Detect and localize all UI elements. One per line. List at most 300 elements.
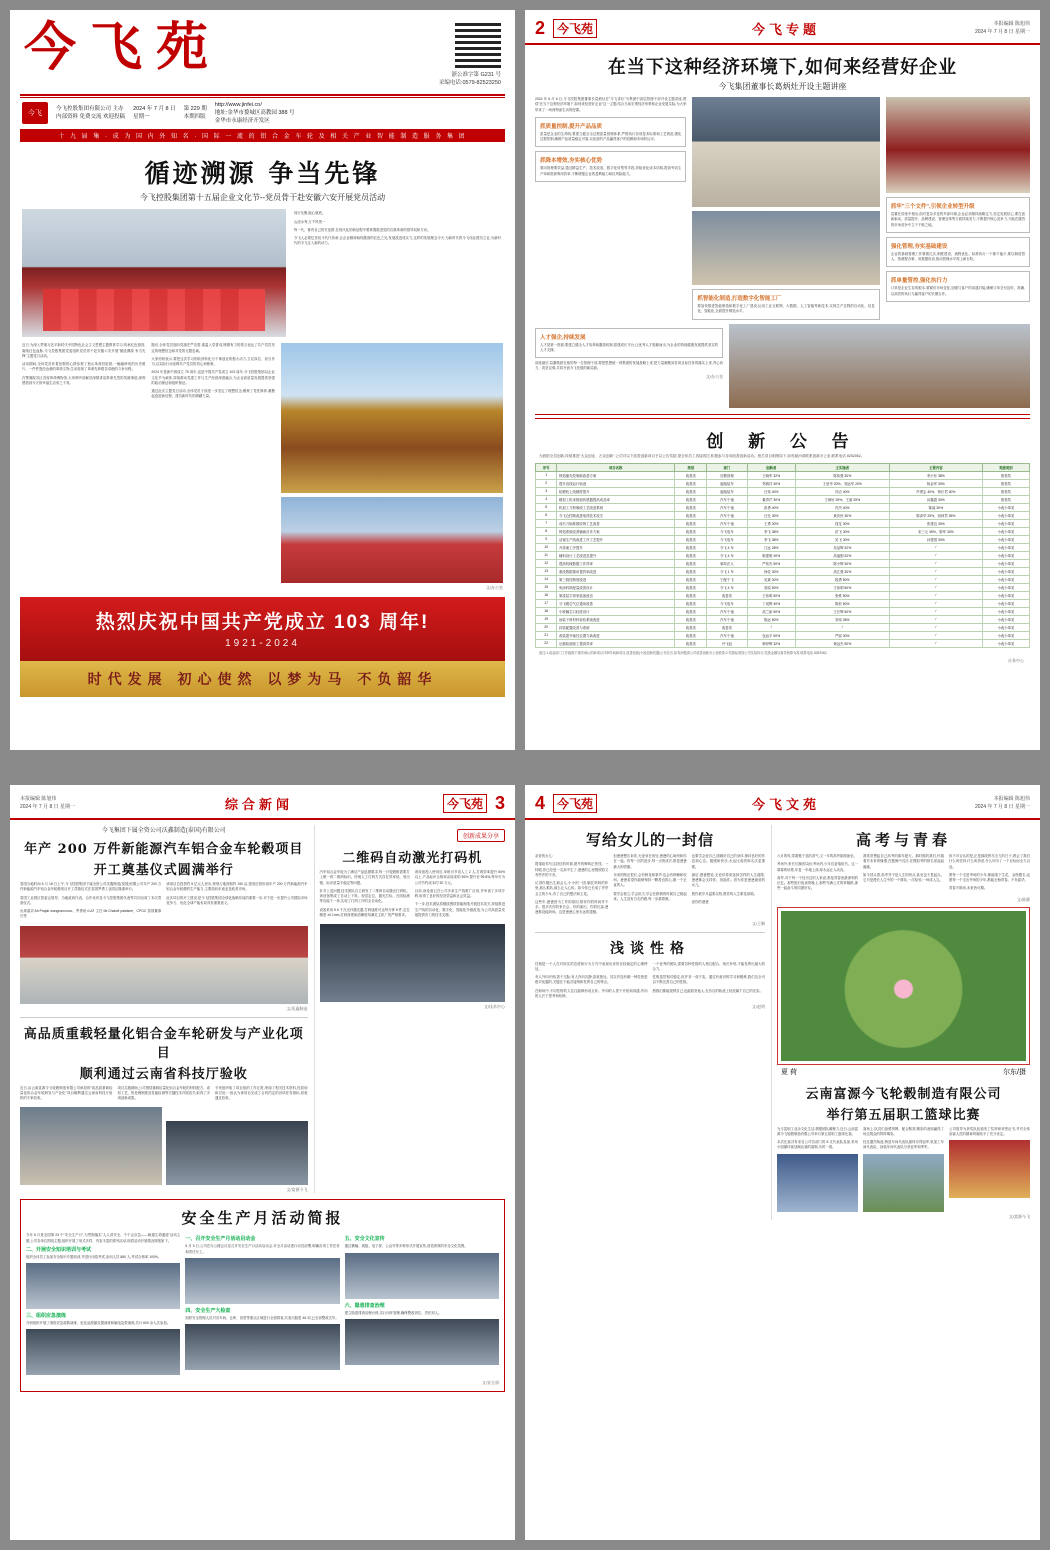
table-cell: 4 [536, 495, 557, 503]
table-cell: / [747, 623, 795, 631]
table-cell: 闷鑫超 30% [889, 495, 983, 503]
body-paragraph: 近日,为深入贯彻习近平新时代中国特色社会主义思想主题教育学习,传承红色基因,赓续红色血脉,今飞控股集团党委组织党员骨干赴安徽六安开展"循迹溯源 争当先锋"主题党日活动。 [22, 343, 146, 358]
photo-lecture-stage [692, 97, 879, 207]
table-cell: / [889, 623, 983, 631]
table-cell: 陈伟强 30% [795, 471, 889, 479]
body-paragraph: 大家纷纷表示,要把这次学习的收获转化为干事创业的强大动力,立足岗位、担当作为,以实际行动诠释共产党员的初心和使命。 [151, 356, 275, 367]
table-cell: 提升直线运行轨迹 [557, 479, 675, 487]
body-paragraph: 通过此次主题党日活动,全体党员干部进一步坚定了理想信念,锤炼了党性修养,凝聚起奋进新征程、建功新时代的磅礴力量。 [151, 389, 275, 399]
section-title: 强化管理,夯实基础建设 [890, 243, 948, 250]
body-paragraph: 考场外,家长们翘首以盼;考场内,少年们奋笔疾书。这一幕幕的场景,年复一年地上演,却永远让人动容。 [777, 862, 858, 872]
page4-date: 2024 年 7 月 8 日 星期一 [974, 803, 1030, 810]
table-cell: 宋三元 35%、陈军 30% [889, 527, 983, 535]
table-cell: 9 [536, 535, 557, 543]
safety-item-body: 6 月 3 日,公司在办公楼会议室召开安全生产月活动启动会,对全月活动进行动员部署,明确各项工作任务和责任分工。 [185, 1244, 340, 1254]
table-cell: 陈建明 40% [747, 551, 795, 559]
issue-date: 2024 年 7 月 8 日 [133, 105, 176, 112]
table-row [536, 639, 1029, 647]
table-cell: / [795, 623, 889, 631]
table-cell: 改善类 [675, 583, 707, 591]
table-row [536, 567, 1029, 575]
page2-mid-grid [525, 324, 1040, 408]
body-paragraph: 汽车铝合金车轮为了满足产品追溯要求,每一只轮毂都需要打上唯一的二维码标识。传统人工打码方式存在效率低、易出错、标识质量不稳定等问题。 [319, 870, 410, 885]
table-cell: 杨金军 30% [889, 479, 983, 487]
body-paragraph: 设备采用 5.5 千瓦光纤激光器,打码速度可达每分钟 8 件,定位精度 ±0.1mm,打码深度和清晰度均满足主机厂的严格要求。 [319, 907, 410, 917]
table-cell: 后勤管理 [707, 471, 747, 479]
page3-left-column [20, 825, 308, 1193]
personality-title: 浅谈性格 [610, 940, 690, 957]
photo-basketball-game [777, 1154, 858, 1212]
table-cell: 冯洁 40% [795, 487, 889, 495]
table-cell: 许勇志 40%、杨长君 30% [889, 487, 983, 495]
section-title: 抓智能化制造,打造数字化智能工厂 [697, 296, 782, 302]
table-cell: 13 [536, 567, 557, 575]
anniversary-line-2: 1921-2024 [225, 638, 300, 650]
table-cell: 改善类 [675, 479, 707, 487]
body-paragraph: 愿每一个走进考场的少年,都能笔下生花、金榜题名;也愿每一个走出考场的少年,都能无悔青春、不负韶华。 [949, 872, 1030, 883]
page4-meta [975, 796, 1030, 811]
table-cell: 压缩检测加工提高效率 [557, 639, 675, 647]
table-row [536, 471, 1029, 479]
table-cell: / [889, 591, 983, 599]
table-cell: 7 [536, 519, 557, 527]
table-cell: 郑海洋 30% [747, 479, 795, 487]
page3-header [10, 785, 515, 820]
table-cell: 改善类 [675, 519, 707, 527]
body-paragraph: 也要学会爱自己,照顾好自己的身体,保持良好的作息和心态。健康和快乐,永远比成绩和名次更重要。 [691, 854, 765, 869]
share-tag: 创新成果分享 [457, 829, 505, 842]
article2-credit: 文/富源今飞 [286, 1187, 308, 1193]
table-cell: 江远 28% [747, 543, 795, 551]
photo-safety-publicity [345, 1253, 499, 1299]
page3-section-title: 综合新闻 [224, 797, 293, 812]
table-cell: 汽车个速 [707, 511, 747, 519]
website-link[interactable]: http://www.jinfei.cn/ [214, 101, 262, 108]
table-cell: 汽车个速 [707, 503, 747, 511]
anniversary-banner [20, 597, 505, 661]
table-cell: 黄庆民 30% [795, 511, 889, 519]
letter-signoff: 爱你的爸爸 [691, 899, 709, 904]
basketball-title-line2: 举行第五届职工篮球比赛 [826, 1107, 981, 1123]
page1-subhead: 今飞控股集团第十五届企业文化节--党员骨干赴安徽六安开展党员活动 [139, 193, 386, 203]
table-row [536, 631, 1029, 639]
col-project: 项目名称 [557, 463, 675, 471]
table-cell: 高兰新 50% [747, 607, 795, 615]
safety-col-3 [345, 1233, 499, 1378]
table-cell: 11 [536, 551, 557, 559]
table-cell: 8 [536, 527, 557, 535]
section-title: 抓降本增效,夯实核心优势 [540, 158, 603, 165]
innovation-notice-sub: 为鼓励全员创新,持续推进"大众创业、万众创新",公司对以下改善创新项目予以公告奖励,望全体员工再接再厉,积极参与各项改善创新活动。相关项目明细如下,如有疑问请联系创新办公室,联系电话 8252062。 [539, 453, 865, 458]
dept: 内部资料 免费交流 欢迎投稿 [56, 113, 126, 120]
table-cell: 轮毂机上线精度提升 [557, 487, 675, 495]
table-cell: 汽车个速 [707, 607, 747, 615]
safety-item-title: 六、隐患排查治理 [344, 1302, 385, 1309]
section-title: 抓质量控制,提升产品品质 [540, 123, 603, 130]
table-cell: 小改小革类 [983, 527, 1030, 535]
table-cell: 王勇 30% [747, 519, 795, 527]
table-cell: 16 [536, 591, 557, 599]
table-cell: 前后刀轴系数收纳工艺改善 [557, 519, 675, 527]
table-cell: 今飞电车 [707, 527, 747, 535]
table-row [536, 615, 1029, 623]
page3-right-column [314, 825, 505, 1193]
safety-item-title: 四、安全生产大检查 [185, 1307, 231, 1314]
table-cell: 小改小革类 [983, 567, 1030, 575]
masthead-sponsor-block [56, 105, 125, 122]
table-cell: 旋踏装车 [707, 487, 747, 495]
col-award: 奖励类别 [983, 463, 1030, 471]
page2-section-0 [886, 197, 1030, 233]
table-cell: 刘伟 35% [795, 615, 889, 623]
table-cell: 14 [536, 575, 557, 583]
table-row [536, 495, 1029, 503]
body-paragraph: 活动期间,全体党员怀着崇敬的心情参观了独山革命旧址群,一幅幅珍贵的历史照片、一件件饱经沧桑的革命文物,生动再现了革命先辈艰苦卓绝的斗争历程。 [22, 362, 146, 372]
safety-report-box [20, 1199, 505, 1392]
table-cell: 包远平 50% [747, 631, 795, 639]
table-cell: 辅料设计工艺改进及提升 [557, 551, 675, 559]
body-paragraph: 有人外向开朗,善于交际;有人内向沉静,喜欢独处。其实并没有哪一种性格是绝对优越的,关键在于能否接纳和发挥自己的特点。 [535, 975, 648, 985]
body-paragraph: 愿我们都能悦纳自己,也能欣赏他人,在各自的轨道上绽放属于自己的光彩。 [652, 988, 763, 993]
table-cell: 小轿辅芯口轻度设计 [557, 607, 675, 615]
body-paragraph: 要学会独立,学会担当,学会在跌倒的时候自己爬起来。人生没有白走的路,每一步都算数。 [613, 891, 687, 901]
table-cell: 旋踏装车 [707, 479, 747, 487]
table-cell: 陈福 30% [889, 503, 983, 511]
table-cell: / [889, 583, 983, 591]
table-cell: 推荐奖 [983, 487, 1030, 495]
table-cell: 改善类 [675, 535, 707, 543]
table-cell: 吴飞 30% [795, 535, 889, 543]
table-cell: 6 [536, 511, 557, 519]
safety-item-body: 建立隐患排查治理台账,实行闭环管理,确保整改到位、责任到人。 [344, 1310, 442, 1315]
body-paragraph: 提笔给你写这封信的时候,窗外的蝉鸣正热烈。一转眼,你已经是一名高中生了,爸爸的心里既欣慰又有些许的不舍。 [535, 862, 609, 877]
table-cell: 李飞 38% [747, 535, 795, 543]
page4-left-divider [535, 932, 765, 933]
safety-item-title: 五、安全文化宣传 [344, 1236, 385, 1243]
body-paragraph: 最后,爸爸想说,无论你将来选择怎样的人生道路,爸爸都会支持你、祝福你。因为你是爸爸最爱的女儿。 [691, 872, 765, 888]
body-paragraph: 下一步,技术团队将继续围绕智能制造开展技术攻关,持续推进生产线的自动化、数字化、智能化升级改造,为公司高质量发展提供有力的技术支撑。 [414, 902, 506, 917]
table-cell: 15 [536, 583, 557, 591]
innovation-table [535, 463, 1029, 648]
page1-headline: 循迹溯源 争当先锋 [144, 159, 381, 189]
photo-award-team [949, 1140, 1030, 1198]
table-cell: 封装配置改善与系统 [557, 623, 675, 631]
table-row [536, 543, 1029, 551]
page2-divider [535, 414, 1030, 419]
table-cell: 陈远 50% [747, 615, 795, 623]
masthead-title: 今飞苑 [24, 17, 223, 78]
table-cell: 今飞 4 车 [707, 543, 747, 551]
editor-phone: 采编电话:0579-82523250 [438, 80, 501, 87]
table-row [536, 503, 1029, 511]
side-note: 同行友聚,能心就底。 [293, 211, 326, 216]
table-cell: 改善类 [675, 599, 707, 607]
page2-subhead: 今飞集团董事长葛炳灶开设主题讲座 [718, 82, 847, 91]
body-paragraph: 未来的路还很长,会有鲜花和掌声,也会有荆棘和坎坷。爸爸希望你能够保持一颗善良的心,做一个正直的人。 [613, 872, 687, 888]
table-row [536, 607, 1029, 615]
table-cell: 小改小革类 [983, 639, 1030, 647]
table-cell: 1 [536, 471, 557, 479]
masthead-site-block [215, 101, 503, 126]
page1-body [10, 142, 515, 591]
photo-audience [692, 211, 879, 285]
table-cell: / [889, 551, 983, 559]
table-cell: 王海轩 25%、王丽 25% [795, 495, 889, 503]
table-cell: 开漆流工序提升 [557, 543, 675, 551]
body-paragraph: 六月的风,带着栀子花的香气,又一年的高考如期而至。 [777, 854, 857, 858]
article2-title-line2: 顺利通过云南省科技厅验收 [79, 1066, 248, 1082]
body-paragraph: 泰国当地时间 6 月 18 日上午,今飞控股集团下属全资公司沃鑫制造(泰国)有限公司年产 200 万件新能源汽车铝合金车轮毂项目开工奠基仪式在泰国罗勇工业园区隆重举行。 [20, 882, 162, 892]
body-paragraph: 一个优秀的团队,需要各种性格的人相互配合、取长补短,才能发挥出最大的合力。 [652, 961, 765, 971]
page2-top-grid [525, 97, 1040, 320]
table-cell: 18 [536, 607, 557, 615]
table-cell: 小改小革类 [983, 551, 1030, 559]
page1-col-3 [281, 343, 503, 591]
page2-header [525, 10, 1040, 45]
table-cell: 严丽 30% [795, 631, 889, 639]
col-type: 类别 [675, 463, 707, 471]
photo-caption-title: 夏 荷 [781, 1068, 797, 1076]
sponsor: 今飞控股集团有限公司 主办 [56, 105, 124, 112]
page-3 [10, 785, 515, 1540]
page2-editor: 本报编辑 陈旭伟 [993, 21, 1030, 27]
table-cell: 今飞 4 车 [707, 583, 747, 591]
table-cell: 汽车个速 [707, 615, 747, 623]
col-main-implementer: 主实施者 [795, 463, 889, 471]
table-cell: 5 [536, 503, 557, 511]
page3-meta [20, 796, 75, 811]
table-row [536, 527, 1029, 535]
page2-section-5 [692, 289, 879, 320]
table-cell: 22 [536, 639, 557, 647]
article1-kicker: 今飞集团下属全资公司沃鑫制造(泰国)有限公司 [101, 828, 226, 834]
anniversary-footer: 时代发展 初心使然 以梦为马 不负韶华 [20, 661, 505, 697]
page3-number: 3 [494, 793, 505, 813]
table-cell: 王伟明 50% [795, 583, 889, 591]
body-paragraph: 目前,该设备已在公司多条生产线推广应用,并申请了多项专利,取得了良好的经济效益和社会效益。 [414, 888, 506, 899]
photo-groundbreaking [20, 926, 308, 1004]
gaokao-credit: 文/陈静 [1016, 896, 1030, 902]
table-cell: 铸造缩壳控制新改善方案 [557, 471, 675, 479]
body-paragraph: 针对上述问题,技术团队自主研发了二维码自动激光打码机。该设备集成了自动上下料、视觉定位、激光打标、在线检测等功能于一体,实现了打码工序的全自动化。 [319, 888, 410, 904]
table-cell: 小改小革类 [983, 535, 1030, 543]
table-cell: 改善类 [675, 607, 707, 615]
photo-safety-board [185, 1258, 339, 1304]
table-cell: 精加工机床数值传感器提高成品率 [557, 495, 675, 503]
body-paragraph: 如今回头看,高考并不是人生的终点,甚至也不是起点。它只是漫长人生中的一个驿站,一次检验,一场成人礼。 [863, 872, 944, 883]
table-cell: 第漆层字到家装备改良 [557, 591, 675, 599]
masthead [10, 10, 515, 88]
body-paragraph: 亲爱的女儿: [535, 854, 553, 858]
table-cell: 今飞 4 车 [707, 551, 747, 559]
safety-grid [26, 1233, 499, 1378]
table-cell: 小改小革类 [983, 559, 1030, 567]
photo-party-hall [22, 209, 286, 337]
photo-lotus [781, 911, 1026, 1061]
table-cell: 今飞电车 [707, 535, 747, 543]
page-2 [525, 10, 1040, 750]
photo-safety-training [26, 1263, 180, 1309]
table-cell: 改善类 [675, 591, 707, 599]
innovation-table-note: 备注:1.成品部门工作稳推不重庆承认的新项目评审时间和项目,改善创新(小改创新机器)公布在后,如有问题请公司改善创新办公室联系;2.奖励标准按公司实际执行,奖励金额以财务核算为准,联系电话 8252062。 [539, 650, 830, 655]
col-innovator: 创新者 [747, 463, 795, 471]
side-note: 山清水秀,万千风景一 [293, 219, 326, 224]
photo-review-meeting [20, 1107, 162, 1185]
table-cell: 小改小革类 [983, 543, 1030, 551]
letter-credit: 文/王琳 [751, 920, 765, 926]
table-cell: 汽车个速 [707, 519, 747, 527]
body-paragraph: 这些年,爸爸因为工作的原因,陪伴你的时间并不多。很多次你的家长会、你的演出、你的比赛,爸爸都没能到场。这是爸爸心里永远的遗憾。 [535, 899, 609, 915]
table-cell: 改善类 [675, 623, 707, 631]
page4-right [771, 825, 1030, 1220]
table-cell: 汪仕 30% [747, 511, 795, 519]
table-cell: 高江强 30% [795, 567, 889, 575]
body-paragraph: 在职场中,不同性格的人往往能够形成互补。外向的人善于开拓和沟通,内向的人长于思考和钻研。 [535, 988, 648, 998]
safety-item-title: 一、召开安全生产月活动启动会 [185, 1236, 256, 1243]
body-paragraph: 青春不散场,未来皆可期。 [949, 886, 988, 891]
section-body: 要向管理要效益,通过精益生产、技术改造、数字化转型等手段,持续优化成本结构,提高劳动生产率和资源利用效率,不断增强企业的盈利能力和抗风险能力。 [540, 166, 682, 176]
table-cell: 小改小革类 [983, 503, 1030, 511]
table-cell: 陈松 50% [795, 599, 889, 607]
table-cell: 小改小革类 [983, 615, 1030, 623]
table-cell: 改善类 [707, 591, 747, 599]
table-cell: 重改数据重用提效率改进 [557, 567, 675, 575]
photo-safety-inspection [185, 1324, 339, 1370]
safety-intro: 今年 6 月是全国第 23 个"安全生产月",为贯彻落实"人人讲安全、个个会应急——畅通生命通道"活动主题,公司各单位围绕主题,组织开展了形式多样、内容丰富的系列活动,现将活动开展情况简报如下。 [26, 1233, 181, 1243]
article1-title-line2: 开工奠基仪式圆满举行 [93, 863, 234, 878]
personality-credit: 文/赵明 [751, 1004, 765, 1010]
body-paragraph: 经过激烈角逐,铸造车间代表队最终夺得冠军,机加工车间代表队、涂装车间代表队分获亚军和季军。 [863, 1140, 944, 1150]
page2-section-6 [535, 328, 723, 359]
page3-divider [20, 1017, 308, 1018]
table-cell: 小改小革类 [983, 607, 1030, 615]
body-paragraph: 项目实施期间,公司围绕重载轻量化铝合金车轮的材料配方、成形工艺、热处理制度及性能检测等关键技术开展攻关,取得了多项创新成果。 [117, 1085, 210, 1101]
table-cell: 丁成辉 40% [747, 599, 795, 607]
table-cell: 李小东 38% [889, 471, 983, 479]
article1-title-line1: 年产 200 万件新能源汽车铝合金车轮毂项目 [24, 842, 304, 857]
table-cell: 段勇 50% [795, 575, 889, 583]
gaokao-title: 高考与青春 [855, 831, 951, 849]
issue-number: 第 229 期 [183, 105, 207, 112]
table-cell: 今飞 1 车 [707, 567, 747, 575]
table-cell: 机加工刀粉修改工艺改进系统 [557, 503, 675, 511]
table-cell: 洪飞 30% [795, 527, 889, 535]
letter-title: 写给女儿的一封信 [585, 831, 714, 849]
body-paragraph: 赛场上,队员们奋勇拼搏、配合默契,精彩的表现赢得了场边观众的阵阵喝彩。 [863, 1126, 944, 1136]
page2-meta [975, 21, 1030, 36]
table-cell: 活塞生产线改进工序工艺提升 [557, 535, 675, 543]
table-cell: 21 [536, 631, 557, 639]
table-cell: 高福刚 32% [795, 551, 889, 559]
table-row [536, 575, 1029, 583]
body-paragraph: 在鄂豫皖苏区首府革命博物馆,大家聆听讲解员深情讲述革命先烈的英雄事迹,深刻感悟到今天的幸福生活来之不易。 [22, 375, 146, 385]
body-paragraph: 该设备投入使用后,单班可节省人工 2 人,打码效率提升 60% 以上,产品标识合格率由原来的 96% 提升至 99.8%,每年可为公司节约成本约 30 万元。 [414, 870, 506, 885]
body-paragraph: 性格是一个人在对现实的态度和行为方式中表现出来的比较稳定的心理特征。 [535, 961, 648, 971]
safety-credit: 文/安全部 [481, 1380, 499, 1386]
table-row [536, 591, 1029, 599]
table-cell: 改善类 [675, 551, 707, 559]
anniversary-line-1: 热烈庆祝中国共产党成立 103 周年! [95, 612, 430, 634]
table-cell: 高原 50% [747, 583, 795, 591]
safety-title: 安全生产月活动简报 [181, 1209, 344, 1228]
table-cell: 宁配个飞 [707, 575, 747, 583]
table-cell: / [889, 615, 983, 623]
table-cell: 提高机械数据工作效率 [557, 559, 675, 567]
table-cell: 改善类 [675, 543, 707, 551]
safety-item-body: 通过横幅、展板、电子屏、公众号等多种形式开展宣传,营造浓厚的安全文化氛围。 [344, 1244, 468, 1249]
page2-logo: 今飞苑 [553, 19, 597, 38]
table-cell: 小改小革类 [983, 623, 1030, 631]
issue-pages: 本期四版 [183, 113, 206, 120]
table-cell: 陈小辉 30% [795, 559, 889, 567]
guest-names: 出席嘉宾:Mr.Prajak wangnamonoc、罗勇府 rLAT 主任 Mr.Chaiwit palaisee、CPGC 泰国董事长等 [20, 909, 162, 919]
page2-section-2 [535, 151, 686, 182]
body-paragraph: 专家组听取了项目组的工作汇报,审阅了相关技术资料,经质询和讨论,一致认为该项目完成了合同约定的各项任务指标,同意通过验收。 [215, 1085, 308, 1101]
table-cell: 小改小革类 [983, 519, 1030, 527]
table-cell: 吴斌 30% [747, 575, 795, 583]
table-cell: 涂装下科材料检验系统改进 [557, 615, 675, 623]
lotus-photo-frame [777, 907, 1030, 1065]
page1-col-1 [22, 343, 145, 591]
table-row [536, 479, 1029, 487]
table-cell: 丹飞冠 [707, 639, 747, 647]
table-cell: 钱龙 30% [795, 519, 889, 527]
table-cell: 改善类 [675, 503, 707, 511]
page2-date: 2024 年 7 月 8 日 星期一 [974, 28, 1030, 35]
page2-section-3 [886, 237, 1030, 268]
article1-credit: 文/沃鑫制造 [286, 1005, 308, 1011]
table-header-row [536, 463, 1029, 471]
section-body: 葛董在讲座中指出,面对复杂多变的外部环境,企业必须保持战略定力,坚定发展信心,要在创新驱动、质量提升、品牌建设、管理变革等方面持续发力,不断提升核心竞争力,才能在激烈的市场竞争中立于不败之地。 [890, 212, 1025, 227]
innovation-notice-title: 创 新 公 告 [706, 431, 859, 451]
table-cell: 推荐奖 [983, 471, 1030, 479]
table-cell: 改善类 [675, 567, 707, 575]
table-cell: 小改小革类 [983, 631, 1030, 639]
page4-header [525, 785, 1040, 820]
photo-basketball-court [863, 1154, 944, 1212]
masthead-issue-block [184, 105, 207, 122]
photo-group [281, 497, 503, 583]
table-cell: 王晓军 32% [747, 471, 795, 479]
body-paragraph: 记得你刚出生那会儿,小小的一团,躺在妈妈的怀里,那么柔软,那么让人心疼。如今你已长成了亭亭玉立的少女,有了自己的想法和主见。 [535, 881, 609, 896]
table-row [536, 535, 1029, 543]
body-paragraph: 愿你被岁月温柔以待,愿你的人生繁花似锦。 [691, 891, 758, 896]
body-paragraph: 我常常想起自己高考的那年夏天。那时候的我们,怀揣着对未来的憧憬,在题海中沉浮,在模拟考的排名里起起落落。 [863, 854, 944, 869]
section-title: 人才强企,持续发展 [540, 334, 586, 341]
table-row [536, 623, 1029, 631]
body-paragraph: 但爸爸想告诉你,无论身在何处,爸爸的心始终和你在一起。你每一次的进步,每一点的成长,都是爸爸最大的骄傲。 [613, 854, 687, 869]
section-body: 订单是企业生存的根本,要紧盯市场变化,加强与客户的沟通对接,确保订单交付及时、准确,以高效的执行力赢得客户的长期合作。 [890, 286, 1025, 296]
page1-col-2 [151, 343, 274, 591]
table-row [536, 599, 1029, 607]
section-body: 人才是第一资源,要建立健全人才培养和激励机制,搭建成长平台,让优秀人才脱颖而出,为企业的持续健康发展提供坚实的人才支撑。 [540, 342, 719, 352]
share-title: 二维码自动激光打码机 [342, 851, 483, 866]
table-row [536, 551, 1029, 559]
page4-logo: 今飞苑 [553, 794, 597, 813]
masthead-date-block [133, 105, 176, 122]
body-paragraph: 随后,全体党员面向党旗庄严宣誓,重温入党誓词,铿锵有力的誓言表达了共产党员坚定的理想信念和对党的无限忠诚。 [151, 343, 275, 353]
section-body: 质量是企业的生命线,要建立健全全过程质量管理体系,严格执行各项技术标准和工艺规范,强化过程控制,确保产品质量稳定可靠,以优质的产品赢得客户的信赖和市场的认可。 [540, 131, 682, 142]
slogan-strip: 十 九 届 集 · 成 为 国 内 外 知 名 · 国 际 一 流 的 铝 合 金 车 轮 及 相 关 产 业 智 能 制 造 服 务 集 团 [20, 129, 505, 142]
table-cell: 改善类 [675, 495, 707, 503]
photo-ceremony-row [729, 324, 1030, 408]
page4-section-title: 今飞文苑 [751, 797, 820, 812]
table-cell: 今飞仓控制改进取得技术攻关 [557, 511, 675, 519]
table-cell: 张维 50% [795, 591, 889, 599]
table-cell: 小改小革类 [983, 591, 1030, 599]
article2-title-line1: 高品质重载轻量化铝合金车轮研发与产业化项目 [23, 1026, 304, 1061]
jinfei-logo-icon: 今飞 [22, 102, 48, 124]
